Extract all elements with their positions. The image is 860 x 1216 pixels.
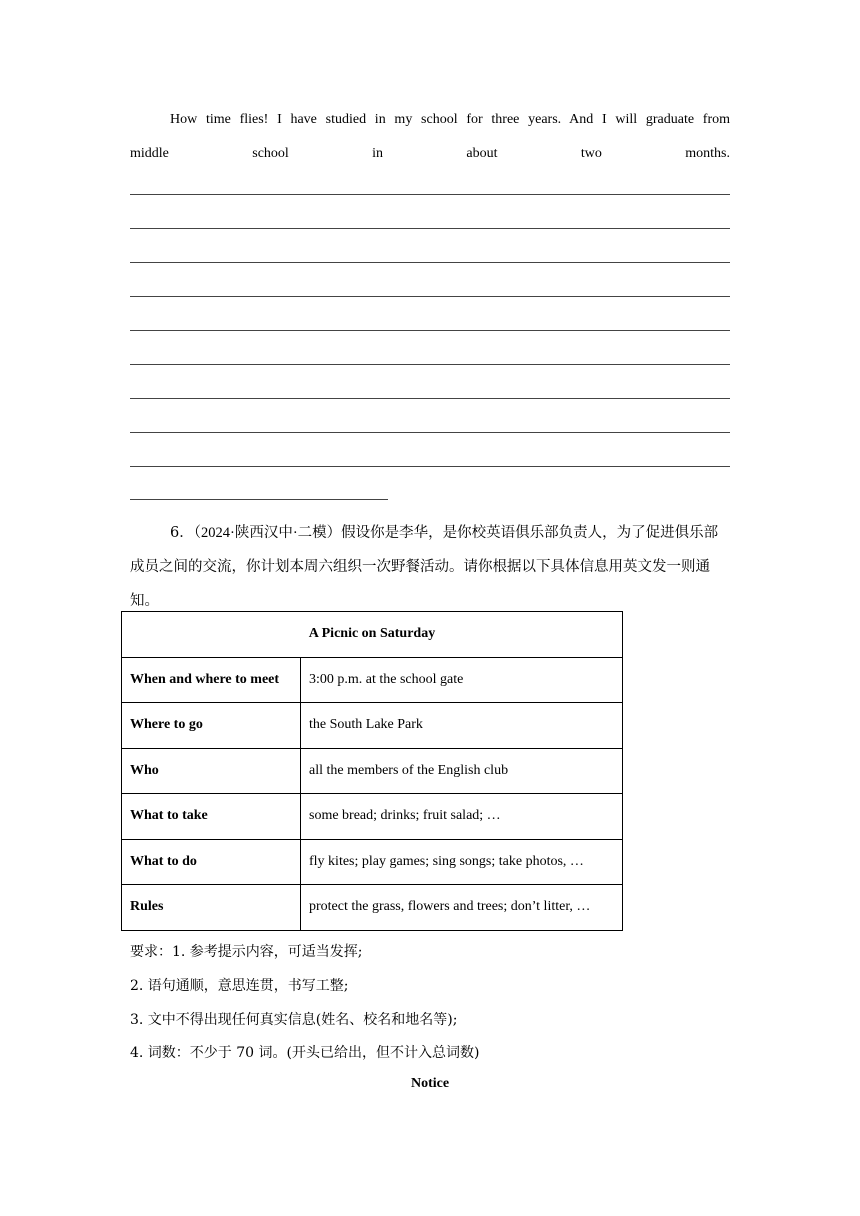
writing-line[interactable] xyxy=(130,432,730,433)
question-source: （2024·陕西汉中·二模） xyxy=(193,525,342,541)
table-row xyxy=(122,703,623,749)
requirement-1: 要求：1. 参考提示内容，可适当发挥; xyxy=(130,944,363,960)
intro-sentence-line-2 xyxy=(130,146,730,162)
table-header-row xyxy=(122,612,623,658)
row-label: What to do xyxy=(122,839,301,885)
requirement-2: 2. 语句通顺，意思连贯，书写工整; xyxy=(130,978,349,994)
notice-heading: Notice xyxy=(410,1076,450,1091)
row-value: protect the grass, flowers and trees; don’t litter, … xyxy=(301,885,623,931)
writing-line[interactable] xyxy=(130,262,730,263)
intro-word: months. xyxy=(685,146,730,161)
question-number: 6． xyxy=(170,525,194,541)
intro-sentence-line-1: How time flies! I have studied in my school for three years. And I will graduate from xyxy=(170,112,730,127)
writing-line[interactable] xyxy=(130,296,730,297)
intro-word: middle xyxy=(130,146,169,161)
writing-line[interactable] xyxy=(130,499,388,500)
table-row xyxy=(122,657,623,703)
table-title: A Picnic on Saturday xyxy=(122,612,623,658)
requirement-4: 4. 词数：不少于 70 词。(开头已给出，但不计入总词数) xyxy=(130,1045,480,1061)
writing-line[interactable] xyxy=(130,364,730,365)
writing-line[interactable] xyxy=(130,466,730,467)
table-row xyxy=(122,794,623,840)
writing-line[interactable] xyxy=(130,194,730,195)
intro-word: in xyxy=(372,146,384,161)
picnic-info-table xyxy=(121,611,623,931)
intro-word: two xyxy=(580,146,602,161)
intro-word: school xyxy=(252,146,289,161)
table-row xyxy=(122,839,623,885)
requirement-3: 3. 文中不得出现任何真实信息(姓名、校名和地名等); xyxy=(130,1012,458,1028)
question-text: 假设你是李华，是你校英语俱乐部负责人，为了促进俱乐部成员之间的交流，你计划本周六组织一次野餐活动。请你根据以下具体信息用英文发一则通知。 xyxy=(130,525,719,609)
intro-word: about xyxy=(466,146,498,161)
row-label: Where to go xyxy=(122,703,301,749)
row-value: 3:00 p.m. at the school gate xyxy=(301,657,623,703)
row-value: some bread; drinks; fruit salad; … xyxy=(301,794,623,840)
row-value: fly kites; play games; sing songs; take photos, … xyxy=(301,839,623,885)
row-label: What to take xyxy=(122,794,301,840)
writing-line[interactable] xyxy=(130,228,730,229)
row-value: all the members of the English club xyxy=(301,748,623,794)
row-label: When and where to meet xyxy=(122,657,301,703)
writing-line[interactable] xyxy=(130,398,730,399)
question-6 xyxy=(130,516,730,618)
table-row xyxy=(122,885,623,931)
row-value: the South Lake Park xyxy=(301,703,623,749)
table-row xyxy=(122,748,623,794)
row-label: Who xyxy=(122,748,301,794)
writing-line[interactable] xyxy=(130,330,730,331)
row-label: Rules xyxy=(122,885,301,931)
